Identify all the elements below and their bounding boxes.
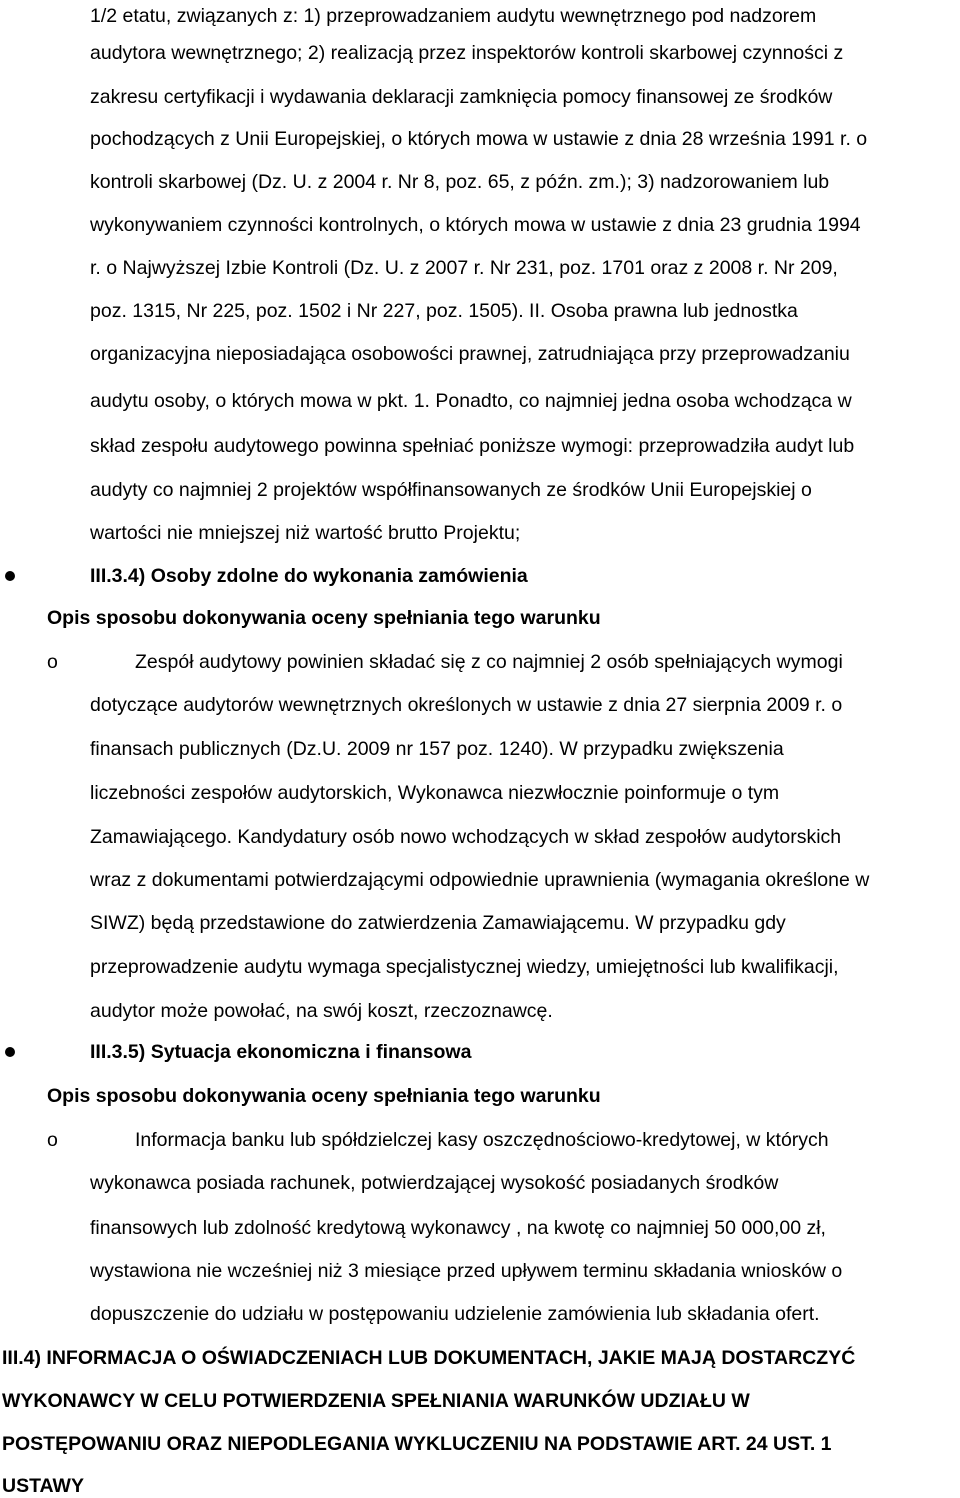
text-line: wystawiona nie wcześniej niż 3 miesiące przed upływem terminu składania wniosków o bbox=[90, 1260, 843, 1282]
opis-heading: Opis sposobu dokonywania oceny spełniania tego warunku bbox=[47, 1085, 601, 1107]
bullet-icon bbox=[5, 1047, 15, 1057]
text-line: organizacyjna nieposiadająca osobowości prawnej, zatrudniająca przy przeprowadzaniu bbox=[90, 343, 850, 365]
text-line: dotyczące audytorów wewnętrznych określonych w ustawie z dnia 27 sierpnia 2009 r. o bbox=[90, 694, 843, 716]
circle-bullet-icon: o bbox=[47, 1129, 58, 1151]
text-line: poz. 1315, Nr 225, poz. 1502 i Nr 227, poz. 1505). II. Osoba prawna lub jednostka bbox=[90, 300, 798, 322]
bullet-icon bbox=[5, 571, 15, 581]
text-line: wraz z dokumentami potwierdzającymi odpowiednie uprawnienia (wymagania określone w bbox=[90, 869, 870, 891]
text-line: r. o Najwyższej Izbie Kontroli (Dz. U. z 2007 r. Nr 231, poz. 1701 oraz z 2008 r. Nr 209, bbox=[90, 257, 838, 279]
text-line: Zamawiającego. Kandydatury osób nowo wchodzących w skład zespołów audytorskich bbox=[90, 826, 842, 848]
text-line: skład zespołu audytowego powinna spełniać poniższe wymogi: przeprowadziła audyt lub bbox=[90, 435, 855, 457]
text-line: audytora wewnętrznego; 2) realizacją przez inspektorów kontroli skarbowej czynności z bbox=[90, 42, 844, 64]
text-line: Zespół audytowy powinien składać się z co najmniej 2 osób spełniających wymogi bbox=[135, 651, 843, 673]
opis-heading: Opis sposobu dokonywania oceny spełniania tego warunku bbox=[47, 607, 601, 629]
section-heading: III.3.5) Sytuacja ekonomiczna i finansowa bbox=[90, 1041, 472, 1063]
text-line: finansach publicznych (Dz.U. 2009 nr 157 poz. 1240). W przypadku zwiększenia bbox=[90, 738, 784, 760]
section-heading-line: WYKONAWCY W CELU POTWIERDZENIA SPEŁNIANIA WARUNKÓW UDZIAŁU W bbox=[2, 1390, 750, 1412]
circle-bullet-icon: o bbox=[47, 651, 58, 673]
section-heading-line: III.4) INFORMACJA O OŚWIADCZENIACH LUB DOKUMENTACH, JAKIE MAJĄ DOSTARCZYĆ bbox=[2, 1347, 856, 1369]
text-line: Informacja banku lub spółdzielczej kasy oszczędnościowo-kredytowej, w których bbox=[135, 1129, 829, 1151]
text-line: audytor może powołać, na swój koszt, rzeczoznawcę. bbox=[90, 1000, 553, 1022]
text-line: finansowych lub zdolność kredytową wykonawcy , na kwotę co najmniej 50 000,00 zł, bbox=[90, 1217, 826, 1239]
text-line: liczebności zespołów audytorskich, Wykonawca niezwłocznie poinformuje o tym bbox=[90, 782, 780, 804]
text-line: wykonywaniem czynności kontrolnych, o których mowa w ustawie z dnia 23 grudnia 1994 bbox=[90, 214, 861, 236]
text-line: wykonawca posiada rachunek, potwierdzającej wysokość posiadanych środków bbox=[90, 1172, 779, 1194]
text-line: dopuszczenie do udziału w postępowaniu udzielenie zamówienia lub składania ofert. bbox=[90, 1303, 820, 1325]
text-line: SIWZ) będą przedstawione do zatwierdzenia Zamawiającemu. W przypadku gdy bbox=[90, 912, 786, 934]
section-heading-line: POSTĘPOWANIU ORAZ NIEPODLEGANIA WYKLUCZENIU NA PODSTAWIE ART. 24 UST. 1 bbox=[2, 1433, 832, 1455]
text-line: 1/2 etatu, związanych z: 1) przeprowadzaniem audytu wewnętrznego pod nadzorem bbox=[90, 5, 817, 27]
text-line: przeprowadzenie audytu wymaga specjalistycznej wiedzy, umiejętności lub kwalifikacji, bbox=[90, 956, 839, 978]
text-line: wartości nie mniejszej niż wartość brutto Projektu; bbox=[90, 522, 521, 544]
text-line: kontroli skarbowej (Dz. U. z 2004 r. Nr 8, poz. 65, z późn. zm.); 3) nadzorowaniem lub bbox=[90, 171, 830, 193]
text-line: audyty co najmniej 2 projektów współfinansowanych ze środków Unii Europejskiej o bbox=[90, 479, 812, 501]
section-heading: III.3.4) Osoby zdolne do wykonania zamówienia bbox=[90, 565, 528, 587]
text-line: zakresu certyfikacji i wydawania deklaracji zamknięcia pomocy finansowej ze środków bbox=[90, 86, 833, 108]
text-line: audytu osoby, o których mowa w pkt. 1. Ponadto, co najmniej jedna osoba wchodząca w bbox=[90, 390, 852, 412]
text-line: pochodzących z Unii Europejskiej, o których mowa w ustawie z dnia 28 września 1991 r. o bbox=[90, 128, 868, 150]
section-heading-line: USTAWY bbox=[2, 1475, 84, 1497]
